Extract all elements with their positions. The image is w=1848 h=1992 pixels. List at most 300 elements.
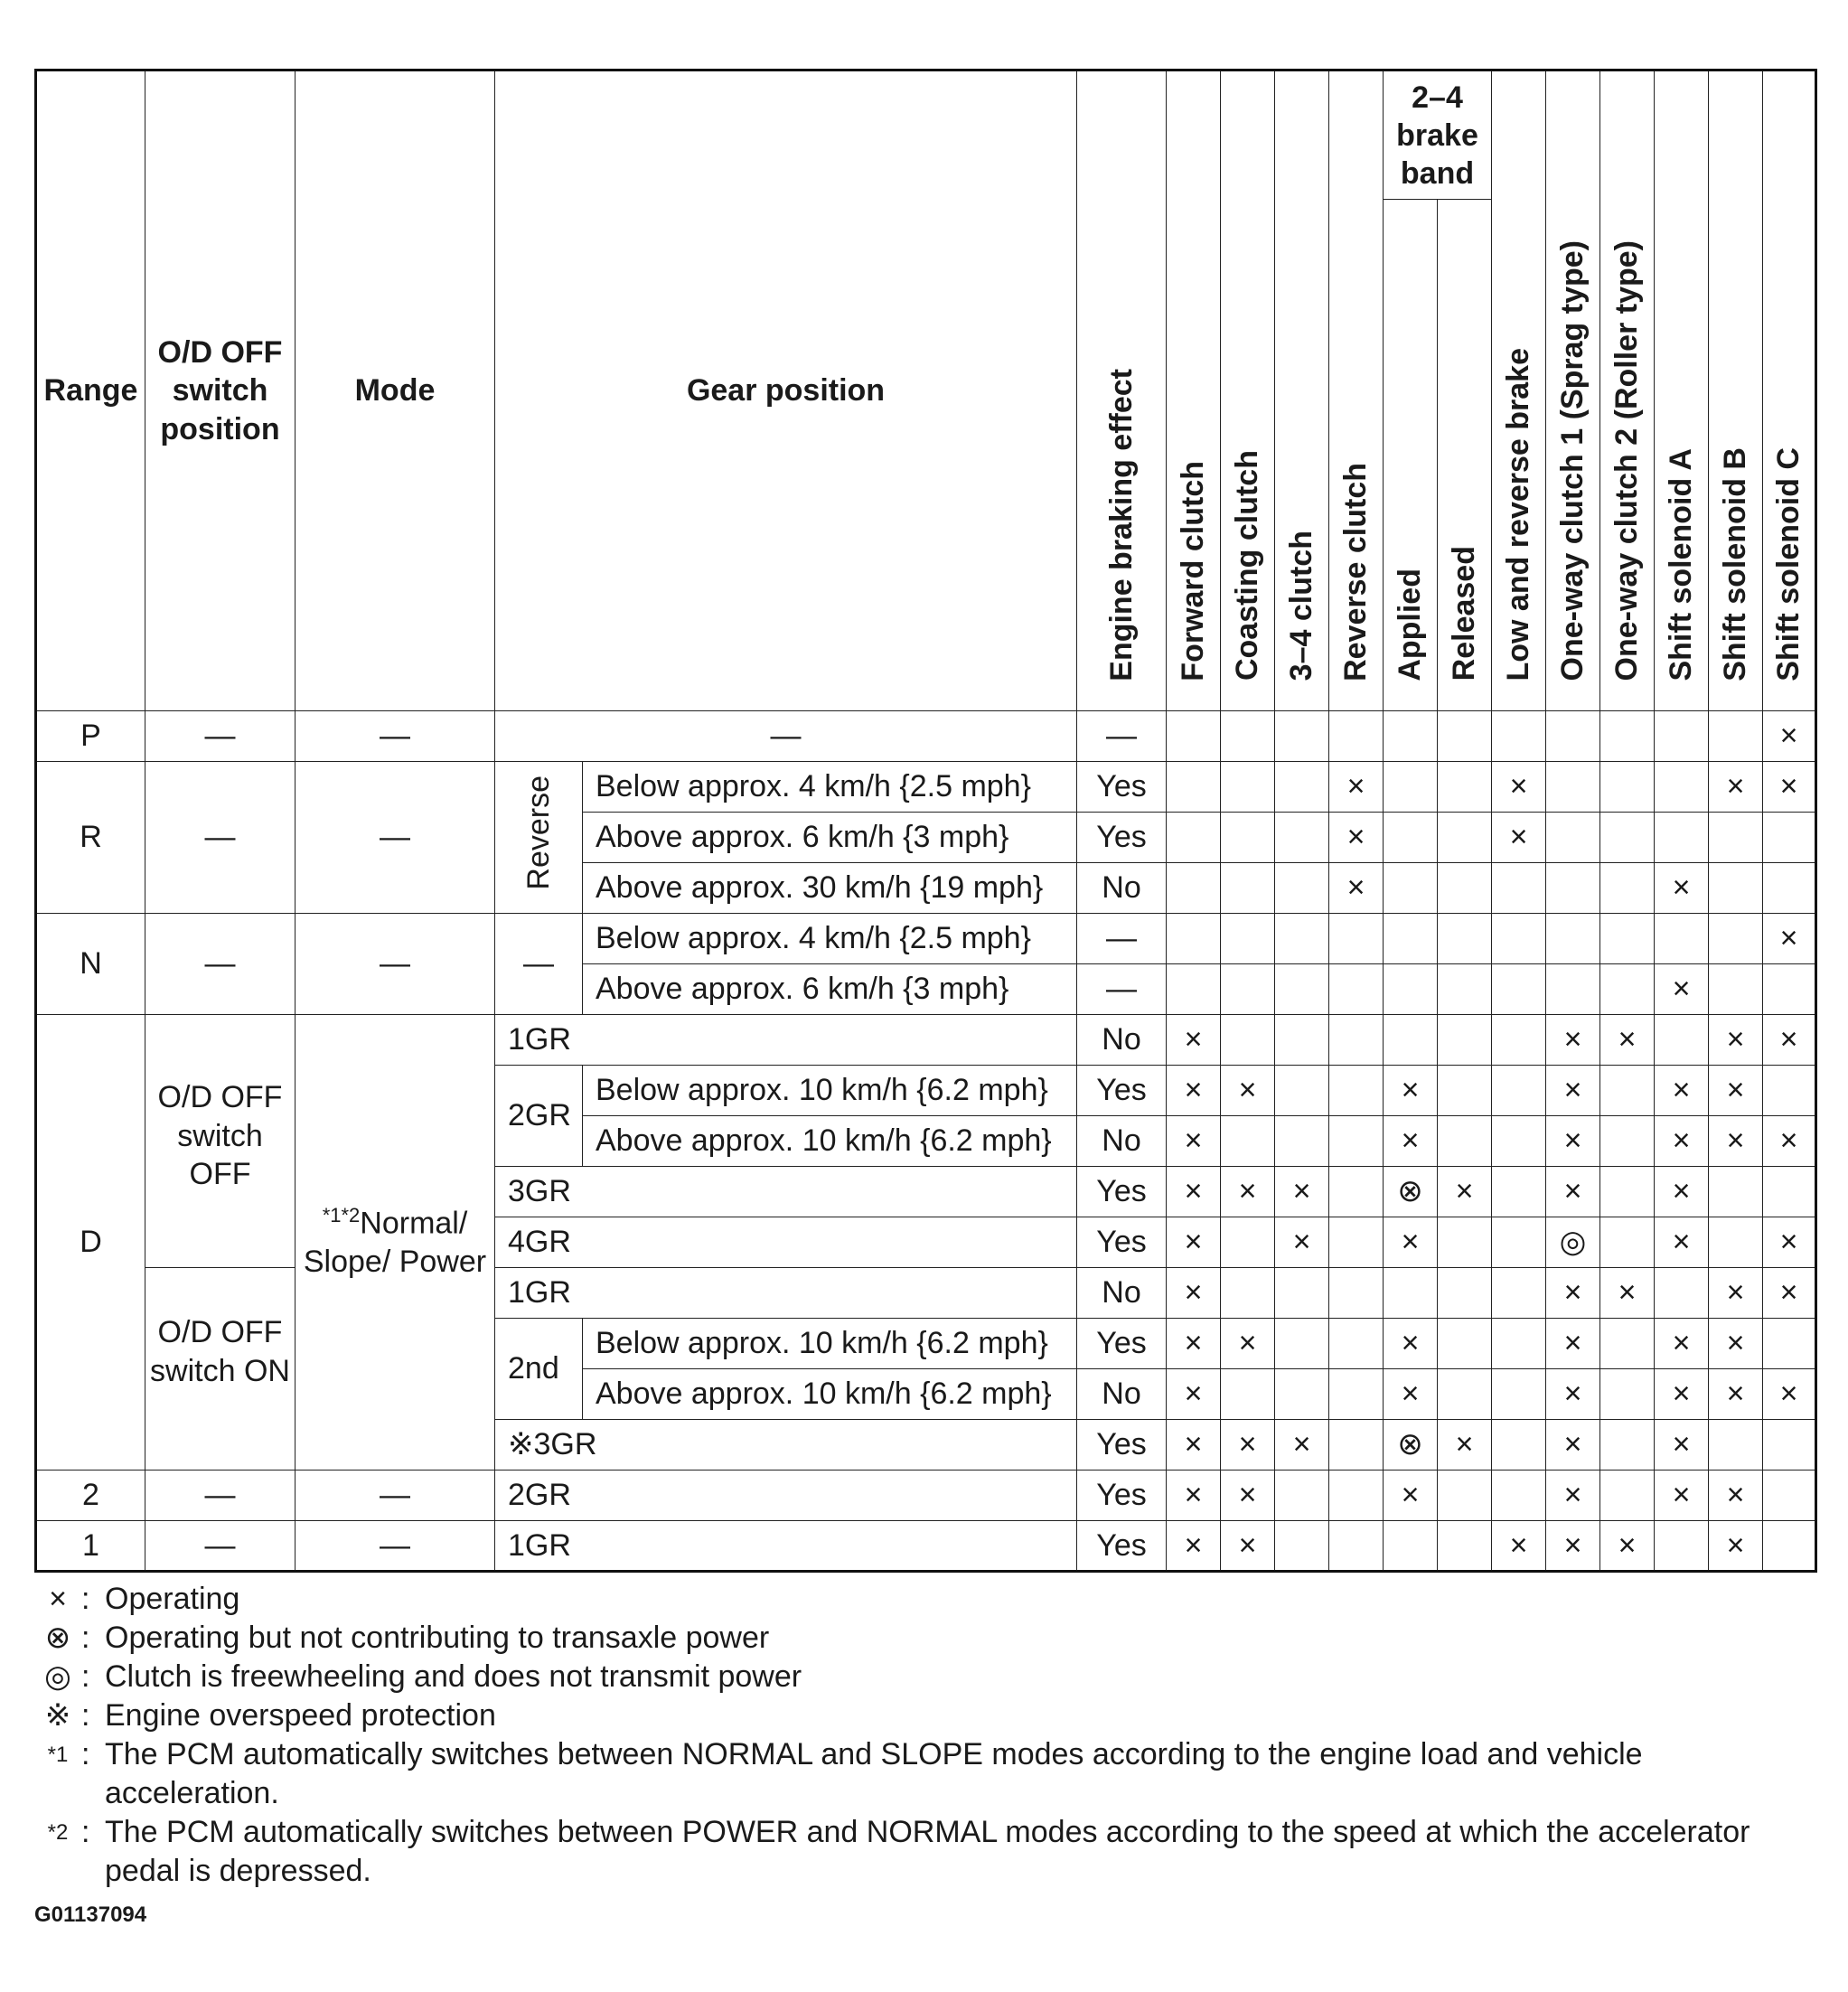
- mark-cell: [1384, 964, 1438, 1015]
- mark-cell: [1655, 1521, 1709, 1572]
- mark-cell: ×: [1763, 1116, 1816, 1167]
- mark-cell: ×: [1492, 1521, 1546, 1572]
- mark-cell: [1275, 1116, 1329, 1167]
- mark-cell: ×: [1167, 1167, 1221, 1217]
- mark-cell: [1329, 964, 1384, 1015]
- header-one-way-clutch-1: One-way clutch 1 (Sprag type): [1546, 70, 1600, 711]
- gear-cell: 1GR: [495, 1268, 1077, 1319]
- mark-cell: ⊗: [1384, 1167, 1438, 1217]
- mark-cell: [1655, 1015, 1709, 1066]
- mark-cell: [1438, 1268, 1492, 1319]
- mark-cell: [1329, 1471, 1384, 1521]
- mark-cell: ×: [1600, 1268, 1655, 1319]
- legend-symbol: *1: [47, 1743, 69, 1767]
- table-row: [36, 1521, 1816, 1572]
- mark-cell: [1221, 762, 1275, 813]
- gear-sub-cell: Below approx. 4 km/h {2.5 mph}: [583, 762, 1077, 813]
- mark-cell: ×: [1384, 1369, 1438, 1420]
- mark-cell: ×: [1492, 813, 1546, 863]
- od-switch-cell: —: [145, 914, 295, 1015]
- mark-cell: [1492, 1369, 1546, 1420]
- mark-cell: ×: [1492, 762, 1546, 813]
- braking-cell: Yes: [1077, 813, 1167, 863]
- mark-cell: [1329, 1319, 1384, 1369]
- header-shift-solenoid-c: Shift solenoid C: [1763, 70, 1816, 711]
- mark-cell: [1438, 1116, 1492, 1167]
- mark-cell: ×: [1221, 1471, 1275, 1521]
- mark-cell: [1275, 863, 1329, 914]
- mark-cell: [1384, 1521, 1438, 1572]
- mark-cell: [1600, 863, 1655, 914]
- gear-cell: 2GR: [495, 1066, 583, 1167]
- range-cell: P: [36, 711, 145, 762]
- mark-cell: ×: [1600, 1521, 1655, 1572]
- mark-cell: ×: [1384, 1217, 1438, 1268]
- mark-cell: ×: [1546, 1521, 1600, 1572]
- mark-cell: ×: [1546, 1471, 1600, 1521]
- mark-cell: [1275, 813, 1329, 863]
- mark-cell: ×: [1167, 1116, 1221, 1167]
- mark-cell: ×: [1546, 1167, 1600, 1217]
- range-cell: R: [36, 762, 145, 914]
- mark-cell: [1384, 914, 1438, 964]
- mark-cell: [1438, 1217, 1492, 1268]
- mark-cell: ×: [1329, 813, 1384, 863]
- mark-cell: [1492, 711, 1546, 762]
- mark-cell: ×: [1221, 1521, 1275, 1572]
- braking-cell: —: [1077, 964, 1167, 1015]
- mark-cell: [1438, 914, 1492, 964]
- mark-cell: [1329, 1420, 1384, 1471]
- mark-cell: [1384, 1015, 1438, 1066]
- header-coasting-clutch: Coasting clutch: [1221, 70, 1275, 711]
- mark-cell: [1600, 1217, 1655, 1268]
- mark-cell: ×: [1655, 1471, 1709, 1521]
- mark-cell: ×: [1167, 1521, 1221, 1572]
- mark-cell: [1221, 813, 1275, 863]
- mark-cell: [1438, 1369, 1492, 1420]
- mark-cell: ×: [1655, 1369, 1709, 1420]
- mark-cell: [1275, 711, 1329, 762]
- mark-cell: ⊗: [1384, 1420, 1438, 1471]
- mark-cell: [1329, 1369, 1384, 1420]
- table-row: [36, 711, 1816, 762]
- mark-cell: [1329, 1116, 1384, 1167]
- mark-cell: ×: [1384, 1471, 1438, 1521]
- mark-cell: [1329, 711, 1384, 762]
- mark-cell: ×: [1221, 1066, 1275, 1116]
- mark-cell: [1329, 914, 1384, 964]
- mark-cell: ×: [1655, 1167, 1709, 1217]
- mark-cell: [1600, 762, 1655, 813]
- legend-item: ⊗ : Operating but not contributing to transaxle power: [34, 1619, 1806, 1658]
- mark-cell: ×: [1167, 1369, 1221, 1420]
- mark-cell: [1167, 813, 1221, 863]
- mark-cell: [1384, 863, 1438, 914]
- legend-text: Engine overspeed protection: [105, 1698, 496, 1733]
- gear-cell: —: [495, 711, 1077, 762]
- braking-cell: Yes: [1077, 762, 1167, 813]
- gear-sub-cell: Above approx. 30 km/h {19 mph}: [583, 863, 1077, 914]
- mark-cell: [1600, 1319, 1655, 1369]
- mark-cell: [1492, 914, 1546, 964]
- mark-cell: [1275, 964, 1329, 1015]
- mark-cell: [1221, 1217, 1275, 1268]
- mark-cell: [1709, 1167, 1763, 1217]
- mark-cell: ×: [1546, 1268, 1600, 1319]
- mark-cell: [1492, 964, 1546, 1015]
- mark-cell: ×: [1546, 1420, 1600, 1471]
- mark-cell: ×: [1763, 711, 1816, 762]
- header-brake-band: 2–4 brake band: [1384, 70, 1492, 200]
- mark-cell: [1438, 964, 1492, 1015]
- mark-cell: ×: [1655, 1116, 1709, 1167]
- header-brake-applied: Applied: [1384, 200, 1438, 711]
- header-range: Range: [36, 70, 145, 711]
- header-forward-clutch: Forward clutch: [1167, 70, 1221, 711]
- mark-cell: ×: [1384, 1116, 1438, 1167]
- mark-cell: [1221, 964, 1275, 1015]
- mark-cell: ×: [1329, 762, 1384, 813]
- legend-item: ※ : Engine overspeed protection: [34, 1696, 1806, 1735]
- mark-cell: [1329, 1015, 1384, 1066]
- legend-symbol: ◎: [44, 1659, 71, 1694]
- mark-cell: [1763, 964, 1816, 1015]
- header-od-switch: O/D OFF switch position: [145, 70, 295, 711]
- mark-cell: [1492, 1116, 1546, 1167]
- mark-cell: [1221, 1268, 1275, 1319]
- header-brake-released: Released: [1438, 200, 1492, 711]
- mark-cell: ×: [1763, 1015, 1816, 1066]
- mark-cell: [1167, 863, 1221, 914]
- mark-cell: [1709, 1420, 1763, 1471]
- mark-cell: ×: [1167, 1420, 1221, 1471]
- header-low-reverse-brake: Low and reverse brake: [1492, 70, 1546, 711]
- mark-cell: ×: [1384, 1319, 1438, 1369]
- mark-cell: ×: [1763, 1369, 1816, 1420]
- mark-cell: ◎: [1546, 1217, 1600, 1268]
- mark-cell: [1546, 964, 1600, 1015]
- gear-sub-cell: Above approx. 10 km/h {6.2 mph}: [583, 1369, 1077, 1420]
- mark-cell: [1600, 711, 1655, 762]
- mark-cell: [1492, 1217, 1546, 1268]
- braking-cell: No: [1077, 1268, 1167, 1319]
- mark-cell: [1438, 1471, 1492, 1521]
- mark-cell: [1167, 711, 1221, 762]
- mark-cell: [1763, 1319, 1816, 1369]
- mark-cell: [1221, 1369, 1275, 1420]
- legend-item: × : Operating: [34, 1580, 1806, 1619]
- mark-cell: ×: [1709, 1521, 1763, 1572]
- mark-cell: [1492, 1319, 1546, 1369]
- mark-cell: ×: [1221, 1167, 1275, 1217]
- braking-cell: Yes: [1077, 1167, 1167, 1217]
- mark-cell: [1600, 1369, 1655, 1420]
- mark-cell: [1438, 1521, 1492, 1572]
- header-shift-solenoid-b: Shift solenoid B: [1709, 70, 1763, 711]
- legend-symbol: ×: [49, 1582, 67, 1616]
- mark-cell: [1384, 1268, 1438, 1319]
- mark-cell: [1763, 1066, 1816, 1116]
- braking-cell: No: [1077, 1116, 1167, 1167]
- mark-cell: ×: [1655, 1217, 1709, 1268]
- mark-cell: [1384, 813, 1438, 863]
- gear-sub-cell: Above approx. 6 km/h {3 mph}: [583, 964, 1077, 1015]
- figure-id: G01137094: [34, 1903, 147, 1927]
- braking-cell: No: [1077, 1015, 1167, 1066]
- mode-cell: —: [295, 762, 495, 914]
- mark-cell: [1763, 813, 1816, 863]
- mode-cell: —: [295, 914, 495, 1015]
- mark-cell: [1600, 1471, 1655, 1521]
- gear-cell: 2GR: [495, 1471, 1077, 1521]
- mark-cell: [1492, 1471, 1546, 1521]
- braking-cell: Yes: [1077, 1066, 1167, 1116]
- header-gear-position: Gear position: [495, 70, 1077, 711]
- mark-cell: ×: [1438, 1420, 1492, 1471]
- mark-cell: ×: [1329, 863, 1384, 914]
- mark-cell: [1329, 1217, 1384, 1268]
- mark-cell: [1275, 762, 1329, 813]
- mark-cell: [1763, 1420, 1816, 1471]
- mark-cell: ×: [1167, 1319, 1221, 1369]
- header-34-clutch: 3–4 clutch: [1275, 70, 1329, 711]
- mark-cell: [1384, 762, 1438, 813]
- mark-cell: ×: [1438, 1167, 1492, 1217]
- mark-cell: ×: [1275, 1420, 1329, 1471]
- mark-cell: [1438, 813, 1492, 863]
- mark-cell: [1438, 863, 1492, 914]
- gear-cell: 4GR: [495, 1217, 1077, 1268]
- od-switch-off-cell: O/D OFF switch OFF: [145, 1015, 295, 1268]
- mark-cell: [1763, 1471, 1816, 1521]
- mark-cell: [1709, 711, 1763, 762]
- mark-cell: [1221, 914, 1275, 964]
- mark-cell: ×: [1655, 964, 1709, 1015]
- mode-cell: —: [295, 711, 495, 762]
- mark-cell: [1709, 1217, 1763, 1268]
- mark-cell: [1600, 1066, 1655, 1116]
- mark-cell: [1709, 863, 1763, 914]
- mark-cell: [1438, 1319, 1492, 1369]
- mark-cell: ×: [1763, 1217, 1816, 1268]
- mark-cell: [1492, 1015, 1546, 1066]
- mark-cell: ×: [1655, 863, 1709, 914]
- mark-cell: [1275, 1066, 1329, 1116]
- mark-cell: [1167, 964, 1221, 1015]
- table-row: [36, 762, 1816, 813]
- mark-cell: [1221, 1015, 1275, 1066]
- header-engine-braking: Engine braking effect: [1077, 70, 1167, 711]
- header-reverse-clutch: Reverse clutch: [1329, 70, 1384, 711]
- mark-cell: ×: [1167, 1471, 1221, 1521]
- gear-cell: 3GR: [495, 1167, 1077, 1217]
- braking-cell: —: [1077, 914, 1167, 964]
- gear-cell: 2nd: [495, 1319, 583, 1420]
- gear-cell: —: [495, 914, 583, 1015]
- mark-cell: ×: [1546, 1369, 1600, 1420]
- legend-symbol: *2: [47, 1820, 69, 1845]
- mark-cell: ×: [1655, 1319, 1709, 1369]
- mark-cell: ×: [1655, 1420, 1709, 1471]
- mark-cell: [1492, 1066, 1546, 1116]
- mark-cell: [1384, 711, 1438, 762]
- mark-cell: ×: [1709, 1268, 1763, 1319]
- mark-cell: [1275, 1268, 1329, 1319]
- header-one-way-clutch-2: One-way clutch 2 (Roller type): [1600, 70, 1655, 711]
- mark-cell: ×: [1709, 1369, 1763, 1420]
- mark-cell: [1655, 914, 1709, 964]
- mark-cell: ×: [1167, 1268, 1221, 1319]
- mark-cell: ×: [1709, 1015, 1763, 1066]
- mark-cell: [1546, 762, 1600, 813]
- mark-cell: ×: [1709, 1066, 1763, 1116]
- mark-cell: ×: [1167, 1015, 1221, 1066]
- mark-cell: [1438, 762, 1492, 813]
- mark-cell: [1655, 762, 1709, 813]
- legend-text: Operating: [105, 1582, 240, 1616]
- mark-cell: ×: [1221, 1319, 1275, 1369]
- mark-cell: [1329, 1167, 1384, 1217]
- legend-text: The PCM automatically switches between POWER and NORMAL modes according to the speed at which the accelerator pedal is depressed.: [105, 1815, 1750, 1888]
- gear-reverse-cell: Reverse: [495, 762, 583, 914]
- mark-cell: [1655, 1268, 1709, 1319]
- table-row: [36, 1015, 1816, 1066]
- mark-cell: ×: [1275, 1167, 1329, 1217]
- mark-cell: ×: [1600, 1015, 1655, 1066]
- mark-cell: [1709, 964, 1763, 1015]
- mark-cell: [1438, 1015, 1492, 1066]
- mark-cell: ×: [1546, 1319, 1600, 1369]
- od-switch-cell: —: [145, 711, 295, 762]
- mode-cell: $^{*1*2}$Normal/ Slope/ Power: [295, 1015, 495, 1471]
- braking-cell: No: [1077, 863, 1167, 914]
- mark-cell: [1546, 863, 1600, 914]
- mark-cell: ×: [1763, 1268, 1816, 1319]
- mark-cell: [1763, 863, 1816, 914]
- mark-cell: [1546, 813, 1600, 863]
- gear-cell: 1GR: [495, 1521, 1077, 1572]
- mark-cell: [1221, 711, 1275, 762]
- range-cell: D: [36, 1015, 145, 1471]
- mark-cell: [1221, 1116, 1275, 1167]
- legend-item: *1 : The PCM automatically switches between NORMAL and SLOPE modes according to the engine load and vehicle acceleration.: [34, 1735, 1806, 1813]
- legend-text: The PCM automatically switches between NORMAL and SLOPE modes according to the engine load and vehicle acceleration.: [105, 1737, 1643, 1810]
- mark-cell: ×: [1546, 1015, 1600, 1066]
- mark-cell: [1438, 1066, 1492, 1116]
- legend-text: Operating but not contributing to transaxle power: [105, 1621, 770, 1655]
- mark-cell: ×: [1709, 1319, 1763, 1369]
- legend-symbol: ⊗: [44, 1621, 71, 1655]
- mark-cell: ×: [1709, 1471, 1763, 1521]
- mark-cell: ×: [1655, 1066, 1709, 1116]
- mark-cell: ×: [1546, 1116, 1600, 1167]
- table-row: [36, 914, 1816, 964]
- gear-sub-cell: Above approx. 10 km/h {6.2 mph}: [583, 1116, 1077, 1167]
- legend-symbol: ※: [44, 1698, 71, 1733]
- range-cell: 2: [36, 1471, 145, 1521]
- mode-cell: —: [295, 1471, 495, 1521]
- mark-cell: [1492, 1420, 1546, 1471]
- mark-cell: [1600, 1116, 1655, 1167]
- gear-sub-cell: Below approx. 4 km/h {2.5 mph}: [583, 914, 1077, 964]
- mark-cell: [1492, 863, 1546, 914]
- braking-cell: Yes: [1077, 1471, 1167, 1521]
- od-switch-cell: —: [145, 762, 295, 914]
- mark-cell: [1655, 711, 1709, 762]
- legend-item: *2 : The PCM automatically switches between POWER and NORMAL modes according to the speed at which the accelerator pedal is depressed.: [34, 1813, 1806, 1891]
- mark-cell: [1329, 1521, 1384, 1572]
- mark-cell: [1275, 1369, 1329, 1420]
- mark-cell: [1546, 711, 1600, 762]
- mark-cell: [1329, 1066, 1384, 1116]
- braking-cell: No: [1077, 1369, 1167, 1420]
- mark-cell: [1655, 813, 1709, 863]
- mark-cell: [1275, 1521, 1329, 1572]
- mark-cell: ×: [1709, 762, 1763, 813]
- od-switch-on-cell: O/D OFF switch ON: [145, 1268, 295, 1471]
- mark-cell: ×: [1167, 1066, 1221, 1116]
- mark-cell: [1275, 914, 1329, 964]
- header-mode: Mode: [295, 70, 495, 711]
- mark-cell: [1546, 914, 1600, 964]
- mark-cell: [1600, 964, 1655, 1015]
- mark-cell: ×: [1384, 1066, 1438, 1116]
- braking-cell: Yes: [1077, 1420, 1167, 1471]
- mark-cell: ×: [1275, 1217, 1329, 1268]
- mark-cell: [1709, 914, 1763, 964]
- mark-cell: [1329, 1268, 1384, 1319]
- mark-cell: ×: [1709, 1116, 1763, 1167]
- operation-table: [34, 69, 1817, 1573]
- mark-cell: ×: [1546, 1066, 1600, 1116]
- mark-cell: [1709, 813, 1763, 863]
- mark-cell: [1221, 863, 1275, 914]
- braking-cell: —: [1077, 711, 1167, 762]
- gear-cell: ※3GR: [495, 1420, 1077, 1471]
- mark-cell: [1600, 813, 1655, 863]
- legend: [34, 1580, 1806, 1891]
- mark-cell: [1275, 1471, 1329, 1521]
- mark-cell: [1275, 1319, 1329, 1369]
- od-switch-cell: —: [145, 1471, 295, 1521]
- range-cell: 1: [36, 1521, 145, 1572]
- mark-cell: [1492, 1268, 1546, 1319]
- mark-cell: [1167, 914, 1221, 964]
- mark-cell: ×: [1763, 914, 1816, 964]
- braking-cell: Yes: [1077, 1319, 1167, 1369]
- braking-cell: Yes: [1077, 1521, 1167, 1572]
- mark-cell: [1167, 762, 1221, 813]
- mark-cell: ×: [1763, 762, 1816, 813]
- range-cell: N: [36, 914, 145, 1015]
- table-row: [36, 1471, 1816, 1521]
- mark-cell: [1600, 914, 1655, 964]
- mark-cell: [1600, 1167, 1655, 1217]
- gear-cell: 1GR: [495, 1015, 1077, 1066]
- mark-cell: [1763, 1521, 1816, 1572]
- mark-cell: [1492, 1167, 1546, 1217]
- mark-cell: ×: [1221, 1420, 1275, 1471]
- mode-cell: —: [295, 1521, 495, 1572]
- gear-sub-cell: Below approx. 10 km/h {6.2 mph}: [583, 1066, 1077, 1116]
- mark-cell: [1275, 1015, 1329, 1066]
- header-shift-solenoid-a: Shift solenoid A: [1655, 70, 1709, 711]
- od-switch-cell: —: [145, 1521, 295, 1572]
- gear-sub-cell: Above approx. 6 km/h {3 mph}: [583, 813, 1077, 863]
- mark-cell: [1438, 711, 1492, 762]
- mark-cell: [1763, 1167, 1816, 1217]
